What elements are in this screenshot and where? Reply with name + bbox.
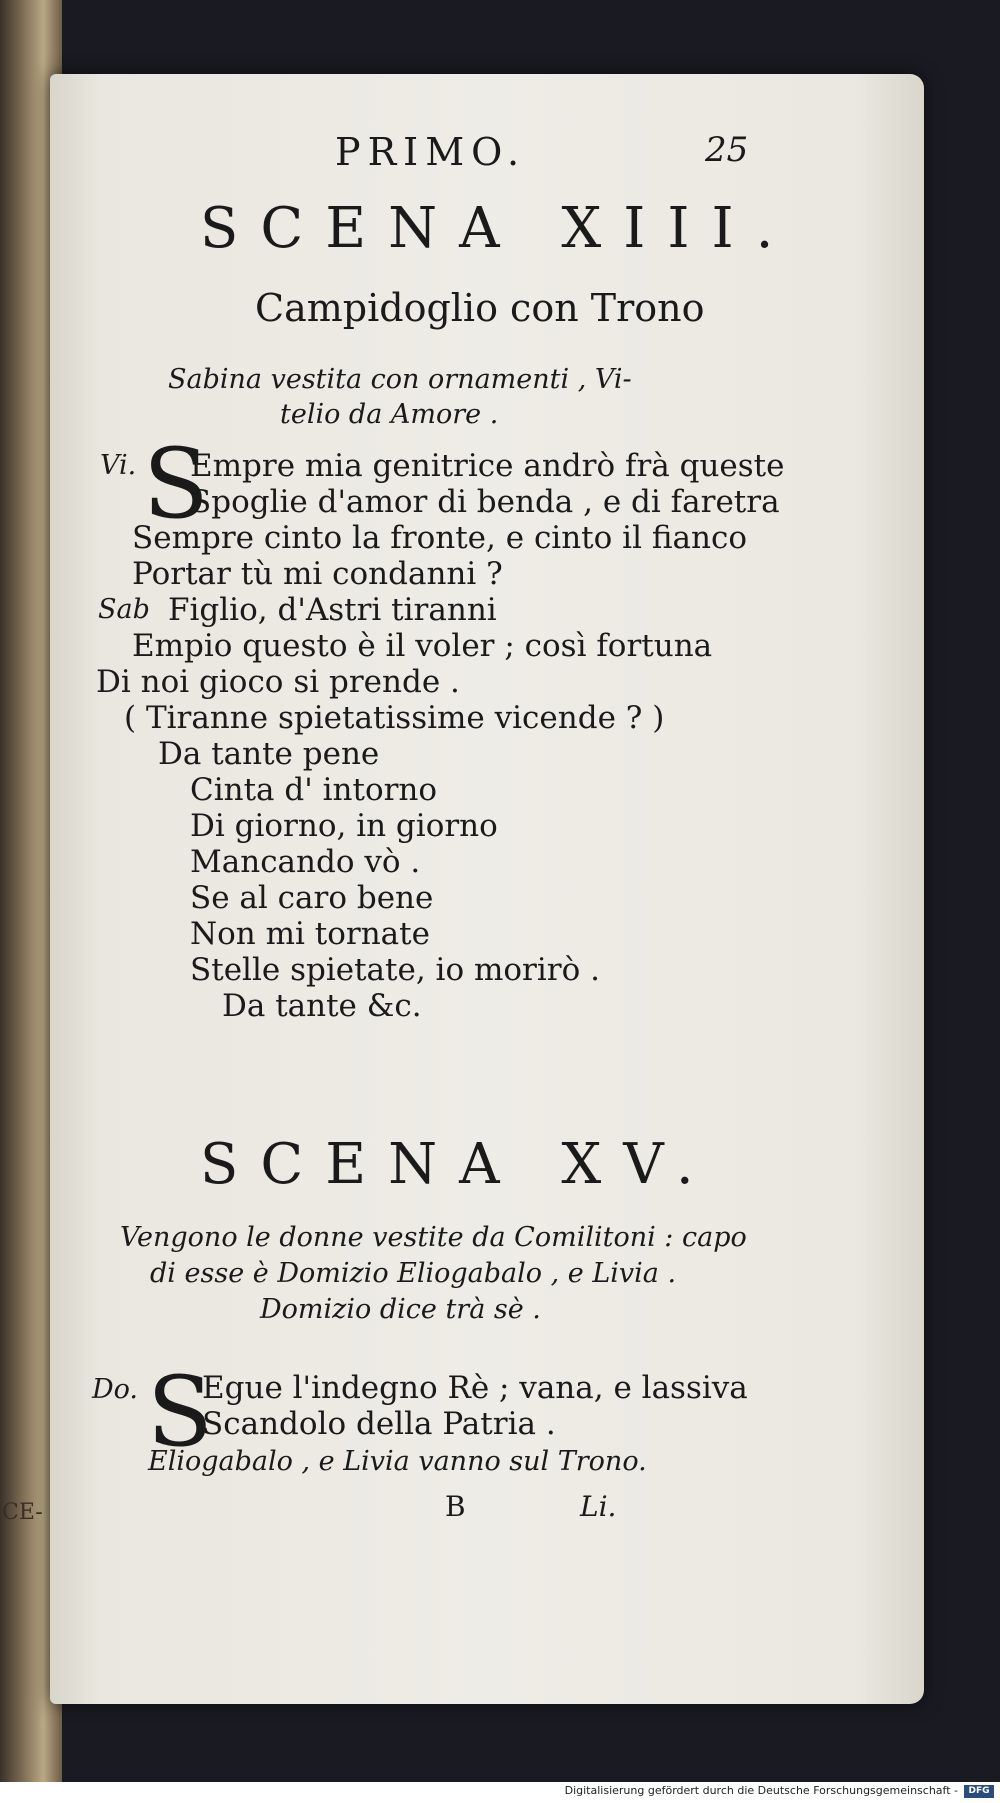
stage-direction-line: Domizio dice trà sè . xyxy=(260,1294,541,1325)
verse-line: Di giorno, in giorno xyxy=(190,808,498,844)
verse-line: Portar tù mi condanni ? xyxy=(132,556,503,592)
catchword: Li. xyxy=(580,1490,617,1523)
speaker-label: Vi. xyxy=(100,450,137,481)
stage-direction-line: Sabina vestita con ornamenti , Vi- xyxy=(168,364,632,395)
stage-direction-line: Vengono le donne vestite da Comilitoni : capo xyxy=(120,1222,747,1253)
verse-line: Se al caro bene xyxy=(190,880,434,916)
stage-direction-line: telio da Amore . xyxy=(280,399,499,430)
book-page xyxy=(50,74,924,1704)
drop-cap: S xyxy=(147,1356,213,1468)
verse-line: Cinta d' intorno xyxy=(190,772,438,808)
digitization-credit: Digitalisierung gefördert durch die Deutsche Forschungsgemeinschaft - xyxy=(564,1784,958,1797)
signature-mark: B xyxy=(445,1490,466,1523)
running-head: PRIMO. xyxy=(335,130,527,174)
dfg-logo: DFG xyxy=(964,1785,994,1798)
verse-line: Spoglie d'amor di benda , e di faretra xyxy=(190,484,780,520)
verse-line: Mancando vò . xyxy=(190,844,421,880)
verse-line: Di noi gioco si prende . xyxy=(96,664,460,700)
verse-line: Da tante pene xyxy=(158,736,380,772)
verse-line: Egue l'indegno Rè ; vana, e lassiva xyxy=(202,1370,748,1406)
scene-setting: Campidoglio con Trono xyxy=(255,286,705,330)
scene-15-title: SCENA XV. xyxy=(200,1132,716,1197)
speaker-label: Do. xyxy=(92,1374,139,1405)
adjacent-page-fragment: CE- xyxy=(2,1500,43,1525)
speaker-label: Sab xyxy=(98,594,150,625)
verse-line: Figlio, d'Astri tiranni xyxy=(168,592,497,628)
stage-direction-line: di esse è Domizio Eliogabalo , e Livia . xyxy=(150,1258,677,1289)
verse-line: Stelle spietate, io morirò . xyxy=(190,952,600,988)
page-number: 25 xyxy=(705,130,749,170)
stage-direction-line: Eliogabalo , e Livia vanno sul Trono. xyxy=(148,1446,647,1477)
verse-line: Non mi tornate xyxy=(190,916,430,952)
verse-line: Da tante &c. xyxy=(222,988,422,1024)
verse-line: Empio questo è il voler ; così fortuna xyxy=(132,628,713,664)
verse-line: ( Tiranne spietatissime vicende ? ) xyxy=(124,700,665,736)
verse-line: Sempre cinto la fronte, e cinto il fianco xyxy=(132,520,747,556)
drop-cap: S xyxy=(143,428,209,540)
verse-line: Empre mia genitrice andrò frà queste xyxy=(190,448,785,484)
verse-line: Scandolo della Patria . xyxy=(202,1406,556,1442)
scene-13-title: SCENA XIII. xyxy=(200,196,796,261)
